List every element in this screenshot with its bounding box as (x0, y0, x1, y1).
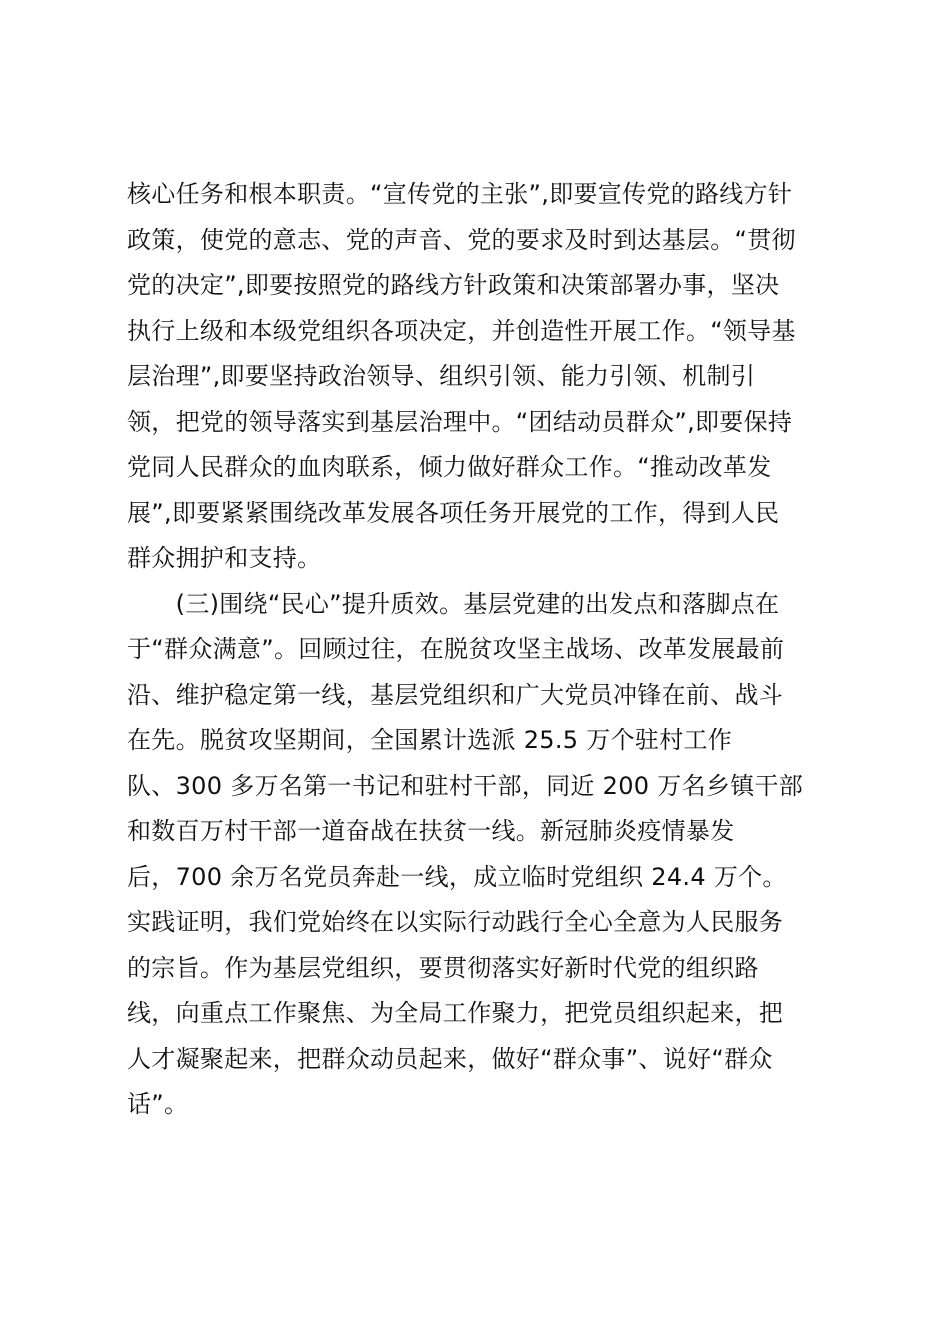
text-line: 后，700 余万名党员奔赴一线，成立临时党组织 24.4 万个。 (127, 862, 787, 891)
text-line: 实践证明，我们党始终在以实际行动践行全心全意为人民服务 (127, 908, 784, 936)
text-line: 沿、维护稳定第一线，基层党组织和广大党员冲锋在前、战斗 (127, 680, 784, 709)
text-line: 政策，使党的意志、党的声音、党的要求及时到达基层。“贯彻 (127, 225, 796, 254)
text-line: 层治理”,即要坚持政治领导、组织引领、能力引领、机制引 (127, 362, 756, 390)
text-line: 话”。 (127, 1090, 189, 1118)
text-line: 于“群众满意”。回顾过往，在脱贫攻坚主战场、改革发展最前 (127, 635, 785, 663)
text-line: 执行上级和本级党组织各项决定，并创造性开展工作。“领导基 (127, 316, 796, 345)
text-line: 党同人民群众的血肉联系，倾力做好群众工作。“推动改革发 (127, 453, 772, 481)
text-line: 在先。脱贫攻坚期间，全国累计选派 25.5 万个驻村工作 (127, 726, 733, 754)
text-line: 线，向重点工作聚焦、为全局工作聚力，把党员组织起来，把 (127, 999, 784, 1027)
text-line: 人才凝聚起来，把群众动员起来，做好“群众事”、说好“群众 (127, 1044, 773, 1073)
text-line: 队、300 多万名第一书记和驻村干部，同近 200 万名乡镇干部 (127, 771, 804, 800)
section-heading-line: (三)围绕“民心”提升质效。基层党建的出发点和落脚点在 (127, 589, 780, 618)
text-line: 群众拥护和支持。 (127, 544, 322, 572)
text-line: 核心任务和根本职责。“宣传党的主张”,即要宣传党的路线方针 (127, 180, 793, 208)
text-line: 展”,即要紧紧围绕改革发展各项任务开展党的工作，得到人民 (127, 498, 780, 527)
body-text (127, 172, 837, 1128)
text-line: 的宗旨。作为基层党组织，要贯彻落实好新时代党的组织路 (127, 953, 759, 982)
text-line: 领，把党的领导落实到基层治理中。“团结动员群众”,即要保持 (127, 407, 793, 436)
text-line: 党的决定”,即要按照党的路线方针政策和决策部署办事，坚决 (127, 271, 780, 299)
text-line: 和数百万村干部一道奋战在扶贫一线。新冠肺炎疫情暴发 (127, 817, 735, 845)
